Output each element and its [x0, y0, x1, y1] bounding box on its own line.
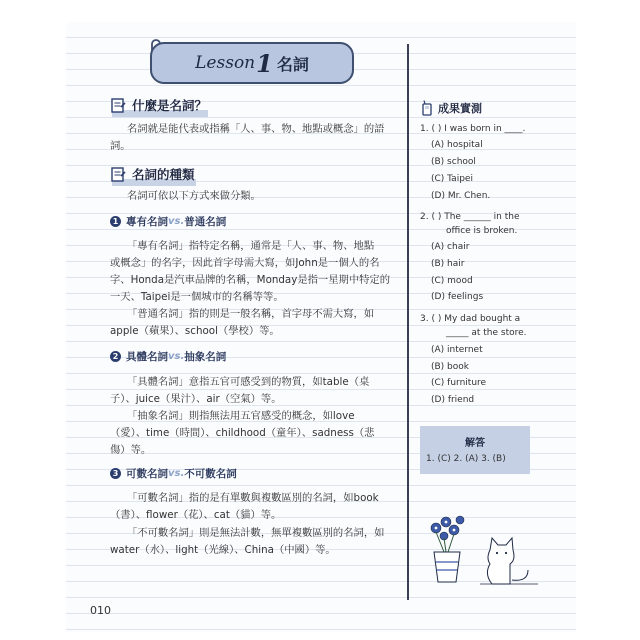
number-badge: 1: [110, 216, 121, 227]
quiz-question-3: 3. ( ) My dad bought a: [420, 314, 521, 324]
quiz-question-3-cont: _____ at the store.: [446, 328, 527, 338]
subsection-heading-2: [110, 349, 226, 364]
paragraph-line: （愛）、time（時間）、childhood（童年）、sadness（悲: [110, 427, 375, 439]
section-heading-text: 名詞的種類: [132, 167, 195, 182]
subsection-left: 專有名詞: [126, 216, 168, 228]
lesson-banner: [150, 42, 354, 84]
subsection-vs: vs.: [168, 468, 185, 479]
paragraph-line: （書）、flower（花）、cat（貓）等。: [110, 509, 282, 521]
quiz-option: (B) hair: [431, 259, 465, 269]
quiz-option: (C) mood: [431, 276, 473, 286]
paragraph-line: 傷）等。: [110, 444, 152, 456]
paragraph-line: 「普通名詞」指的則是一般名稱，首字母不需大寫，如: [127, 308, 375, 320]
number-badge: 3: [110, 468, 121, 479]
quiz-question-1: 1. ( ) I was born in ____.: [420, 124, 526, 134]
quiz-option: (C) Taipei: [431, 174, 473, 184]
paragraph-line: 「抽象名詞」則指無法用五官感受的概念，如love: [127, 410, 355, 422]
section-heading-types: [110, 165, 195, 183]
quiz-option: (D) friend: [431, 395, 475, 405]
paragraph-line: 字、Honda是汽車品牌的名稱，Monday是指一星期中特定的: [110, 274, 391, 286]
quiz-question-2-cont: office is broken.: [446, 226, 518, 236]
cat-icon: [487, 538, 528, 584]
quiz-option: (A) chair: [431, 242, 470, 252]
subsection-heading-1: [110, 214, 226, 229]
quiz-option: (D) Mr. Chen.: [431, 191, 491, 201]
subsection-right: 抽象名詞: [184, 351, 227, 363]
subsection-right: 普通名詞: [184, 216, 227, 228]
lesson-word: Lesson: [195, 53, 256, 73]
quiz-option: (B) school: [431, 157, 476, 167]
paragraph-line: 「可數名詞」指的是有單數與複數區別的名詞，如book: [127, 492, 379, 504]
quiz-heading: [420, 100, 482, 116]
column-divider: [407, 44, 409, 600]
paragraph-line: 「不可數名詞」則是無法計數，無單複數區別的名詞，如: [127, 527, 385, 539]
paragraph-line: 「專有名詞」指特定名稱，通常是「人、事、物、地點: [127, 240, 375, 252]
section-heading-text: 什麼是名詞？: [132, 98, 208, 113]
subsection-vs: vs.: [168, 216, 185, 227]
types-intro: 名詞可依以下方式來做分類。: [127, 190, 261, 202]
subsection-right: 不可數名詞: [184, 468, 237, 480]
paragraph-line: 子）、juice（果汁）、air（空氣）等。: [110, 393, 282, 405]
subsection-heading-3: [110, 466, 237, 481]
subsection-left: 可數名詞: [126, 468, 168, 480]
what-body-line1: 名詞就是能代表或指稱「人、事、物、地點或概念」的語: [127, 123, 385, 135]
answer-text: 1. (C) 2. (A) 3. (B): [426, 454, 506, 464]
quiz-question-2: 2. ( ) The ______ in the: [420, 212, 520, 222]
what-body-line2: 詞。: [110, 140, 131, 152]
answer-box: [420, 426, 530, 474]
lesson-title: 名詞: [276, 54, 309, 74]
quiz-option: (A) hospital: [431, 140, 483, 150]
quiz-option: (A) internet: [431, 345, 483, 355]
paragraph-line: 一天、Taipei是一個城市的名稱等等。: [110, 291, 284, 303]
paragraph-line: apple（蘋果）、school（學校）等。: [110, 325, 280, 337]
quiz-option: (C) furniture: [431, 378, 487, 388]
quiz-heading-text: 成果實測: [438, 102, 482, 115]
number-badge: 2: [110, 351, 121, 362]
notepad-icon: [110, 166, 126, 182]
paragraph-line: 「具體名詞」意指五官可感受到的物質，如table（桌: [127, 376, 370, 388]
phone-icon: [420, 100, 434, 116]
flower-cat-illustration: [424, 508, 544, 588]
subsection-vs: vs.: [168, 351, 185, 362]
notepad-icon: [110, 97, 126, 113]
paragraph-line: 或概念」的名字，因此首字母需大寫，如John是一個人的名: [110, 257, 380, 269]
lesson-number: 1: [256, 48, 273, 78]
paragraph-line: water（水）、light（光線）、China（中國）等。: [110, 544, 336, 556]
answer-title: 解答: [465, 438, 485, 449]
quiz-option: (D) feelings: [431, 292, 484, 302]
section-heading-what: [110, 96, 207, 114]
subsection-left: 具體名詞: [126, 351, 168, 363]
page-number: 010: [90, 604, 111, 617]
quiz-option: (B) book: [431, 362, 469, 372]
